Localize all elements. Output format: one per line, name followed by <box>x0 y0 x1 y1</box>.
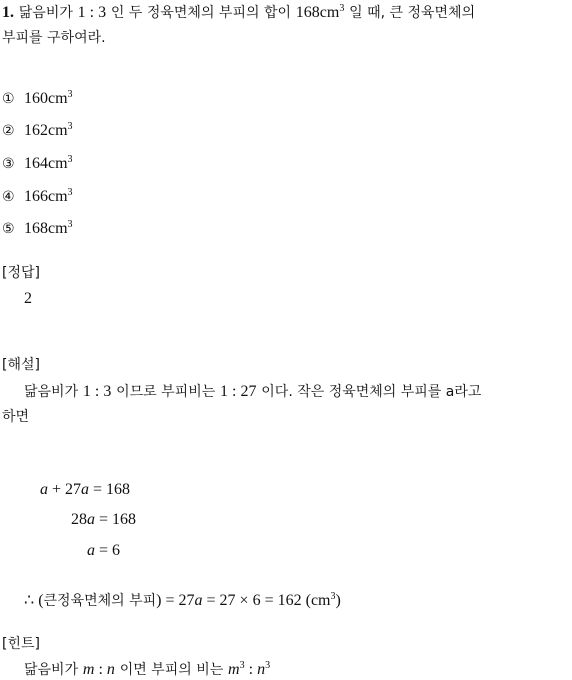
question-line-2: 부피를 구하여라. <box>2 30 106 46</box>
equation-3: a = 6 <box>87 542 121 559</box>
explanation-ratio: 1 : 27 <box>220 383 257 400</box>
question-text: 일 때, 큰 정육면체의 <box>349 5 476 21</box>
option-mark: ④ <box>2 189 15 205</box>
explanation-header: [해설] <box>2 357 40 373</box>
option-mark: ③ <box>2 156 15 172</box>
explanation-ratio: 1 : 3 <box>82 383 112 400</box>
equation-2: 28a = 168 <box>71 511 137 528</box>
option-mark: ⑤ <box>2 221 15 237</box>
answer-header: [정답] <box>2 265 40 281</box>
option-2[interactable] <box>2 121 73 140</box>
option-value: $160cm^3$ <box>24 89 73 107</box>
explanation-line-2: 하면 <box>2 409 30 425</box>
option-value: $164cm^3$ <box>24 154 73 172</box>
equation-1: a + 27a = 168 <box>40 481 131 498</box>
explanation-text: 이다. 작은 정육면체의 부피를 a라고 <box>261 384 482 400</box>
option-value: $166cm^3$ <box>24 187 73 205</box>
option-mark: ② <box>2 123 15 139</box>
option-mark: ① <box>2 91 15 107</box>
hint-header: [힌트] <box>2 636 40 652</box>
question-volume-sum: $168cm^3$ <box>295 3 345 21</box>
answer-value: 2 <box>24 290 32 307</box>
explanation-text: 닮음비가 <box>24 384 79 400</box>
conclusion: ∴ (큰정육면체의 부피) = 27a = 27 × 6 = 162 $(cm^3)$ <box>24 591 341 609</box>
option-5[interactable] <box>2 219 73 238</box>
option-3[interactable] <box>2 154 73 173</box>
explanation-line-1 <box>24 381 481 402</box>
question-text: 인 두 정육면체의 부피의 합이 <box>110 5 291 21</box>
option-value: $168cm^3$ <box>24 219 73 237</box>
question-text: 닮음비가 <box>18 5 73 21</box>
hint-text: 닮음비가 m : n 이면 부피의 비는 $m^3$ : $n^3$ <box>24 660 271 678</box>
option-4[interactable] <box>2 187 73 206</box>
question-number: 1. <box>2 4 14 21</box>
explanation-text: 이므로 부피비는 <box>116 384 216 400</box>
option-1[interactable] <box>2 89 73 108</box>
question-ratio: 1 : 3 <box>77 4 107 21</box>
option-value: $162cm^3$ <box>24 121 73 139</box>
question-line-1 <box>2 2 475 23</box>
